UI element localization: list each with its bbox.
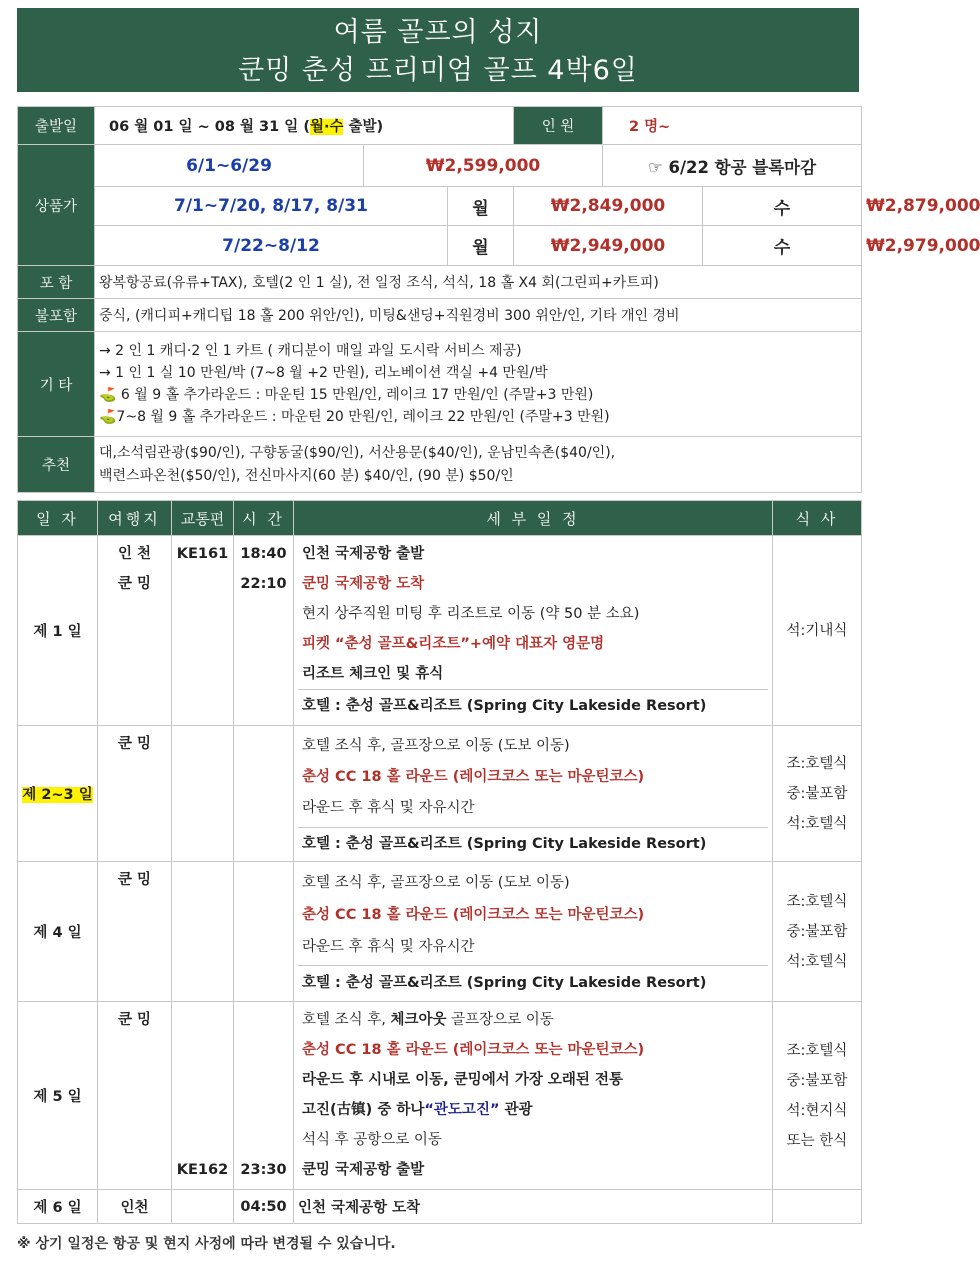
pax-value: 2 명~ — [603, 107, 862, 145]
price-wed-2: 수 — [703, 187, 862, 226]
hotel-line: 호텔 : 춘성 골프&리조트 (Spring City Lakeside Resort) — [298, 689, 768, 723]
time-cell: 04:50 — [234, 1190, 294, 1224]
rec-line: 대,소석림관광($90/인), 구향동굴($90/인), 서산용문($40/인), 운남민속촌($40/인), — [99, 444, 616, 461]
exclude-label: 불포함 — [18, 299, 95, 332]
footnote: ※ 상기 일정은 항공 및 현지 사정에 따라 변경될 수 있습니다. — [17, 1236, 396, 1252]
schedule-cell: 인천 국제공항 출발 쿤밍 국제공항 도착 현지 상주직원 미팅 후 리조트로 이동 (약 50 분 소요) 피켓 “춘성 골프&리조트”+예약 대표자 영문명 리조트 체크인 및 휴식 호텔 : 춘성 골프&리조트 (Spring City Lakeside Resort) — [294, 536, 773, 726]
day-label: 제 5 일 — [18, 1002, 98, 1190]
day-label: 제 4 일 — [18, 862, 98, 1002]
schedule-cell: 호텔 조식 후, 골프장으로 이동 (도보 이동) 춘성 CC 18 홀 라운드 (레이크코스 또는 마운틴코스) 라운드 후 휴식 및 자유시간 호텔 : 춘성 골프&리조트 (Spring City Lakeside Resort) — [294, 862, 773, 1002]
depart-value: 06 월 01 일 ~ 08 월 31 일 (월·수 출발) — [95, 107, 514, 145]
day-label: 제 2~3 일 — [18, 726, 98, 862]
flight-cell: KE162 — [172, 1002, 234, 1190]
itinerary-row-day23 — [18, 726, 862, 862]
meal-cell: 조:호텔식 중:불포함 석:호텔식 — [773, 862, 862, 1002]
day-label: 제 1 일 — [18, 536, 98, 726]
info-table: 출발일 06 월 01 일 ~ 08 월 31 일 (월·수 출발) 인 원 2 명~ 상품가 6/1~6/29 ₩2,599,000 ☞ 6/22 항공 블록마감 7/1~7/20, 8/17, 8/31 월 ₩2,849,000 수 ₩2,879,000 7/22~8/12 월 ₩2,949,000 수 ₩2,979,000 포 함 왕복항공료(유류+TAX), 호텔(2 인 1 실), 전 일정 조식, 석식, 18 홀 X4 회(그린피+카트피) 불포함 중식, (캐디피+캐디팁 18 홀 200 위안/인), 미팅&샌딩+직원경비 300 위안/인, 기타 개인 경비 기 타 → 2 인 1 캐디·2 인 1 카트 ( 캐디분이 매일 과일 도시락 서비스 제공) → 1 인 1 실 10 만원/박 (7~8 월 +2 만원), 리노베이션 객실 +4 만원/박 ⛳ 6 월 9 홀 추가라운드 : 마운틴 15 만원/인, 레이크 17 만원/인 (주말+3 만원) ⛳7~8 월 9 홀 추가라운드 : 마운틴 20 만원/인, 레이크 22 만원/인 (주말+3 만원) 추천 대,소석림관광($90/인), 구향동굴($90/인), 서산용문($40/인), 운남민속촌($40/인), 백련스파온천($50/인), 전신마사지(60 분) $40/인, (90 분) $50/인 — [17, 106, 862, 493]
etc-line: ⛳7~8 월 9 홀 추가라운드 : 마운틴 20 만원/인, 레이크 22 만원/인 (주말+3 만원) — [99, 409, 610, 425]
flight-cell — [172, 726, 234, 862]
etc-label: 기 타 — [18, 332, 95, 437]
title-line-1: 여름 골프의 성지 — [333, 17, 543, 48]
price-mon-value-2: ₩2,849,000 — [514, 187, 703, 226]
place-cell: 인 천 쿤 밍 — [98, 536, 172, 726]
rec-label: 추천 — [18, 437, 95, 493]
hotel-line: 호텔 : 춘성 골프&리조트 (Spring City Lakeside Resort) — [298, 827, 768, 861]
day-label: 제 6 일 — [18, 1190, 98, 1224]
exclude-text: 중식, (캐디피+캐디팁 18 홀 200 위안/인), 미팅&샌딩+직원경비 300 위안/인, 기타 개인 경비 — [95, 299, 862, 332]
meal-cell: 조:호텔식 중:불포함 석:호텔식 — [773, 726, 862, 862]
price-period-3: 7/22~8/12 — [95, 226, 448, 266]
time-cell — [234, 726, 294, 862]
itinerary-table — [17, 500, 862, 1224]
depart-days: 월·수 — [309, 119, 344, 135]
time-cell: 23:30 — [234, 1002, 294, 1190]
etc-text — [95, 332, 862, 437]
price-note-1: ☞ 6/22 항공 블록마감 — [603, 145, 862, 187]
flight-cell — [172, 1190, 234, 1224]
hotel-line: 호텔 : 춘성 골프&리조트 (Spring City Lakeside Resort) — [298, 965, 768, 1001]
col-header-place: 여행지 — [98, 501, 172, 536]
col-header-date: 일 자 — [18, 501, 98, 536]
price-mon-3: 월 — [448, 226, 514, 266]
price-wed-3: 수 — [703, 226, 862, 266]
title-line-2: 쿤밍 춘성 프리미엄 골프 4박6일 — [238, 55, 638, 86]
etc-line: → 2 인 1 캐디·2 인 1 카트 ( 캐디분이 매일 과일 도시락 서비스 제공) — [99, 343, 522, 359]
schedule-cell: 호텔 조식 후, 골프장으로 이동 (도보 이동) 춘성 CC 18 홀 라운드 (레이크코스 또는 마운틴코스) 라운드 후 휴식 및 자유시간 호텔 : 춘성 골프&리조트 (Spring City Lakeside Resort) — [294, 726, 773, 862]
schedule-cell: 호텔 조식 후, 체크아웃 골프장으로 이동 춘성 CC 18 홀 라운드 (레이크코스 또는 마운틴코스) 라운드 후 시내로 이동, 쿤밍에서 가장 오래된 전통 고진(古镇) 중 하나“관도고진” 관광 석식 후 공항으로 이동 쿤밍 국제공항 출발 — [294, 1002, 773, 1190]
place-cell: 인천 — [98, 1190, 172, 1224]
rec-text — [95, 437, 862, 493]
time-cell — [234, 862, 294, 1002]
title-banner — [17, 8, 859, 92]
price-value-1: ₩2,599,000 — [364, 145, 603, 187]
place-cell: 쿤 밍 — [98, 1002, 172, 1190]
price-label: 상품가 — [18, 145, 95, 266]
flight-cell: KE161 — [172, 536, 234, 726]
itinerary-row-day4 — [18, 862, 862, 1002]
itinerary-row-day1 — [18, 536, 862, 726]
col-header-detail: 세 부 일 정 — [294, 501, 773, 536]
rec-line: 백련스파온천($50/인), 전신마사지(60 분) $40/인, (90 분) $50/인 — [99, 467, 514, 484]
include-text: 왕복항공료(유류+TAX), 호텔(2 인 1 실), 전 일정 조식, 석식, 18 홀 X4 회(그린피+카트피) — [95, 266, 862, 299]
col-header-time: 시 간 — [234, 501, 294, 536]
flight-cell — [172, 862, 234, 1002]
place-cell: 쿤 밍 — [98, 726, 172, 862]
meal-cell: 석:기내식 — [773, 536, 862, 726]
pax-label: 인 원 — [514, 107, 603, 145]
place-cell: 쿤 밍 — [98, 862, 172, 1002]
itinerary-row-day6 — [18, 1190, 862, 1224]
price-period-1: 6/1~6/29 — [95, 145, 364, 187]
price-mon-2: 월 — [448, 187, 514, 226]
itinerary-row-day5 — [18, 1002, 862, 1190]
price-period-2: 7/1~7/20, 8/17, 8/31 — [95, 187, 448, 226]
etc-line: ⛳ 6 월 9 홀 추가라운드 : 마운틴 15 만원/인, 레이크 17 만원/인 (주말+3 만원) — [99, 387, 594, 403]
etc-line: → 1 인 1 실 10 만원/박 (7~8 월 +2 만원), 리노베이션 객실 +4 만원/박 — [99, 365, 548, 381]
meal-cell — [773, 1190, 862, 1224]
schedule-cell: 인천 국제공항 도착 — [294, 1190, 773, 1224]
price-mon-value-3: ₩2,949,000 — [514, 226, 703, 266]
time-cell: 18:40 22:10 — [234, 536, 294, 726]
meal-cell: 조:호텔식 중:불포함 석:현지식 또는 한식 — [773, 1002, 862, 1190]
col-header-meal: 식 사 — [773, 501, 862, 536]
include-label: 포 함 — [18, 266, 95, 299]
col-header-transport: 교통편 — [172, 501, 234, 536]
depart-label: 출발일 — [18, 107, 95, 145]
